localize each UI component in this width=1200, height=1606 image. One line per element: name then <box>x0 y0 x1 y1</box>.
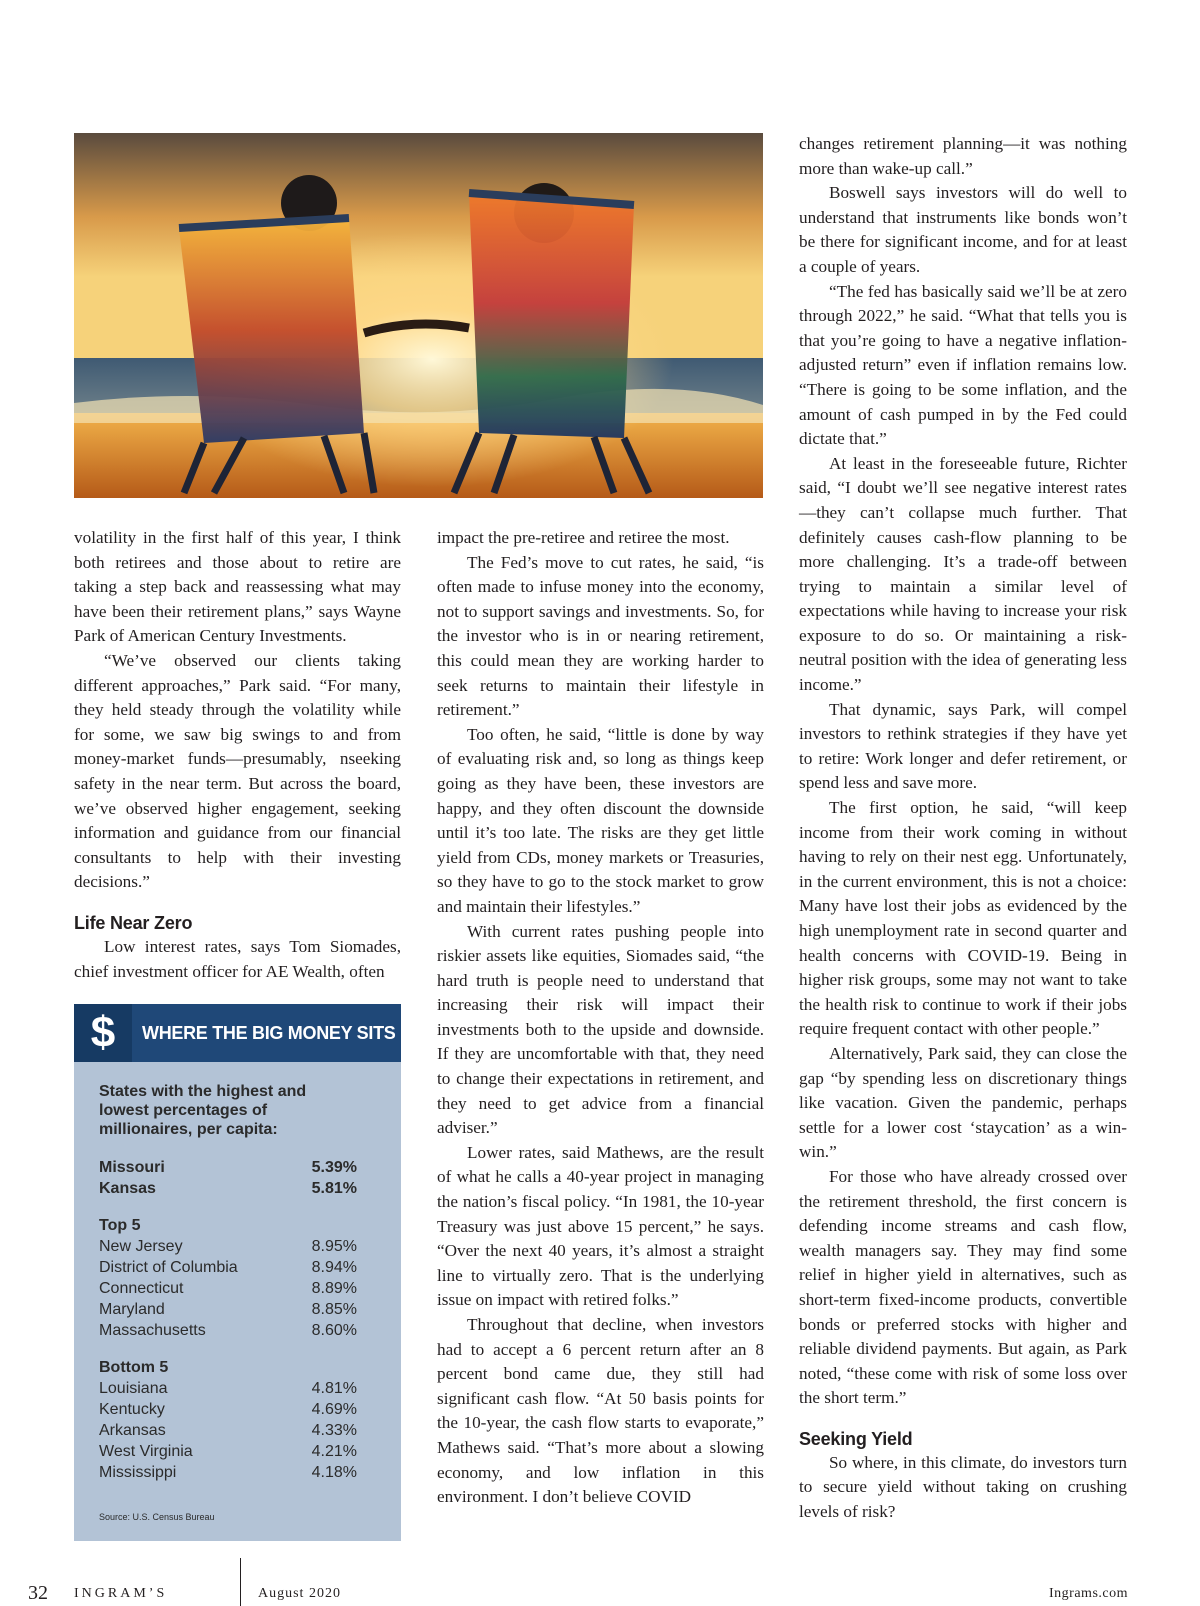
state-name: Louisiana <box>99 1380 168 1397</box>
state-value: 5.81% <box>311 1180 357 1197</box>
left-column <box>74 526 401 984</box>
state-name: Maryland <box>99 1301 165 1318</box>
paragraph: At least in the foreseeable future, Richter said, “I doubt we’ll see negative interest rates—they can’t collapse much further. That definitely causes cash-flow planning to be more challenging. It’s a trade-off between trying to maintain a similar level of expectations while having to increase your risk exposure to do so. Or maintaining a risk-neutral position with the idea of generating less income.” <box>799 453 1127 695</box>
sidebar-source: Source: U.S. Census Bureau <box>99 1512 215 1522</box>
paragraph: Too often, he said, “little is done by way of evaluating risk and, so long as things keep going as they have been, these investors are happy, and they often discount the downside until it’s too late. The risks are they get little yield from CDs, money markets or Treasuries, so they have to go to the stock market to grow and maintain their lifestyles.” <box>437 724 764 916</box>
state-value: 4.18% <box>311 1464 357 1481</box>
state-name: Connecticut <box>99 1280 184 1297</box>
page-footer <box>0 1582 1200 1606</box>
state-value: 8.89% <box>311 1280 357 1297</box>
state-row <box>99 1378 357 1399</box>
state-value: 4.69% <box>311 1401 357 1418</box>
state-value: 4.21% <box>311 1443 357 1460</box>
state-row <box>99 1299 357 1320</box>
website-link[interactable]: Ingrams.com <box>1049 1586 1128 1601</box>
state-row <box>99 1157 357 1178</box>
state-name: Kansas <box>99 1180 156 1197</box>
middle-column <box>437 526 764 1510</box>
paragraph: Alternatively, Park said, they can close the gap “by spending less on discretionary things like vacation. Given the pandemic, perhaps settle for a lower cost ‘staycation’ as a win-win.” <box>799 1043 1127 1162</box>
paragraph: changes retirement planning—it was nothing more than wake-up call.” <box>799 134 1127 178</box>
state-value: 4.33% <box>311 1422 357 1439</box>
dollar-icon: $ <box>74 1004 132 1062</box>
state-row <box>99 1399 357 1420</box>
paragraph: “The fed has basically said we’ll be at zero through 2022,” he said. “What that tells you is that you’re going to have a negative inflation-adjusted return” even if inflation remains low. “There is going to be some inflation, and the amount of cash pumped in by the Fed could dictate that.” <box>799 281 1127 449</box>
paragraph: volatility in the first half of this year, I think both retirees and those about to retire are taking a step back and reassessing what may have been their retirement plans,” says Wayne Park of American Century Investments. <box>74 528 401 646</box>
paragraph: That dynamic, says Park, will compel investors to rethink strategies if they have yet to retire: Work longer and defer retirement, or spend less and save more. <box>799 699 1127 793</box>
state-name: New Jersey <box>99 1238 183 1255</box>
paragraph: Low interest rates, says Tom Siomades, chief investment officer for AE Wealth, often <box>74 936 401 981</box>
paragraph: “We’ve observed our clients taking different approaches,” Park said. “For many, they held steady through the volatility while for some, we saw big swings to and from money-market funds—presumably, nseeking safety in the near term. But across the board, we’ve observed higher engagement, seeking information and guidance from our financial consultants to help with their investing decisions.” <box>74 650 401 892</box>
paragraph: So where, in this climate, do investors turn to secure yield without taking on crushing levels of risk? <box>799 1452 1127 1522</box>
magazine-name: INGRAM’S <box>74 1586 168 1601</box>
sidebar-intro: States with the highest and lowest percentages of millionaires, per capita: <box>99 1083 307 1138</box>
paragraph: impact the pre-retiree and retiree the most. <box>437 528 730 547</box>
state-value: 8.85% <box>311 1301 357 1318</box>
photo-illustration <box>74 133 763 498</box>
paragraph: Boswell says investors will do well to understand that instruments like bonds won’t be there for significant income, and for at least a couple of years. <box>799 183 1127 276</box>
state-value: 8.94% <box>311 1259 357 1276</box>
state-name: West Virginia <box>99 1443 193 1460</box>
top-5-heading: Top 5 <box>99 1217 141 1234</box>
state-row <box>99 1462 357 1483</box>
state-name: Kentucky <box>99 1401 165 1418</box>
state-name: Arkansas <box>99 1422 166 1439</box>
paragraph: Lower rates, said Mathews, are the result of what he calls a 40-year project in managing the nation’s fiscal policy. “In 1981, the 10-year Treasury was just above 15 percent,” he says. “Over the next 40 years, it’s almost a straight line to virtually zero. That is the underlying issue on impact with retired folks.” <box>437 1142 764 1310</box>
page-number: 32 <box>28 1582 48 1604</box>
footer-divider <box>240 1558 241 1606</box>
state-row <box>99 1420 357 1441</box>
state-value: 8.95% <box>311 1238 357 1255</box>
state-name: Mississippi <box>99 1464 177 1481</box>
state-row <box>99 1257 357 1278</box>
sidebar-body <box>74 1062 401 1528</box>
state-value: 8.60% <box>311 1322 357 1339</box>
paragraph: Throughout that decline, when investors had to accept a 6 percent return after an 8 percent bond came due, they still had significant cash flow. “At 50 basis points for the 10-year, the cash flow starts to evaporate,” Mathews said. “That’s more about a slowing economy, and low inflation in this environment. I don’t believe COVID <box>437 1315 764 1507</box>
state-value: 4.81% <box>311 1380 357 1397</box>
state-row <box>99 1178 357 1199</box>
state-row <box>99 1320 357 1341</box>
issue-date: August 2020 <box>258 1586 341 1601</box>
state-value: 5.39% <box>311 1159 357 1176</box>
state-name: District of Columbia <box>99 1259 238 1276</box>
section-heading-seeking-yield: Seeking Yield <box>799 1428 913 1449</box>
sidebar-title: WHERE THE BIG MONEY SITS <box>142 1022 396 1043</box>
bottom-5-heading: Bottom 5 <box>99 1359 169 1376</box>
state-row <box>99 1236 357 1257</box>
state-name: Massachusetts <box>99 1322 206 1339</box>
beach-sunset-photo <box>74 133 763 498</box>
state-row <box>99 1278 357 1299</box>
state-row <box>99 1441 357 1462</box>
section-heading-life-near-zero: Life Near Zero <box>74 912 193 933</box>
right-column <box>799 132 1127 1525</box>
paragraph: With current rates pushing people into riskier assets like equities, Siomades said, “the hard truth is people need to understand that increasing their risk will impact their investments both to the upside and downside. If they are uncomfortable with that, they need to change their expectations in retirement, and they need to get advice from a financial adviser.” <box>437 921 764 1138</box>
paragraph: The Fed’s move to cut rates, he said, “is often made to infuse money into the economy, not to support savings and investments. So, for the investor who is in or nearing retirement, this could mean they are working harder to seek returns to maintain their lifestyle in retirement.” <box>437 552 764 720</box>
paragraph: The first option, he said, “will keep income from their work coming in without having to rely on their nest egg. Unfortunately, in the current environment, this is not a choice: Many have lost their jobs as evidenced by the high unemployment rate in second quarter and health concerns with COVID-19. Being in higher risk groups, some may not want to take the health risk to continue to work if their jobs require frequent contact with other people.” <box>799 798 1127 1039</box>
paragraph: For those who have already crossed over the retirement threshold, the first concern is defending income streams and cash flow, wealth managers say. They may find some relief in higher yield in alternatives, such as short-term fixed-income products, convertible bonds or preferred stocks with higher and reliable dividend payments. But again, as Park noted, “these come with risk of some loss over the short term.” <box>799 1166 1127 1408</box>
sidebar-header <box>74 1004 401 1062</box>
state-name: Missouri <box>99 1159 165 1176</box>
sidebar-where-the-big-money-sits <box>74 1004 401 1541</box>
